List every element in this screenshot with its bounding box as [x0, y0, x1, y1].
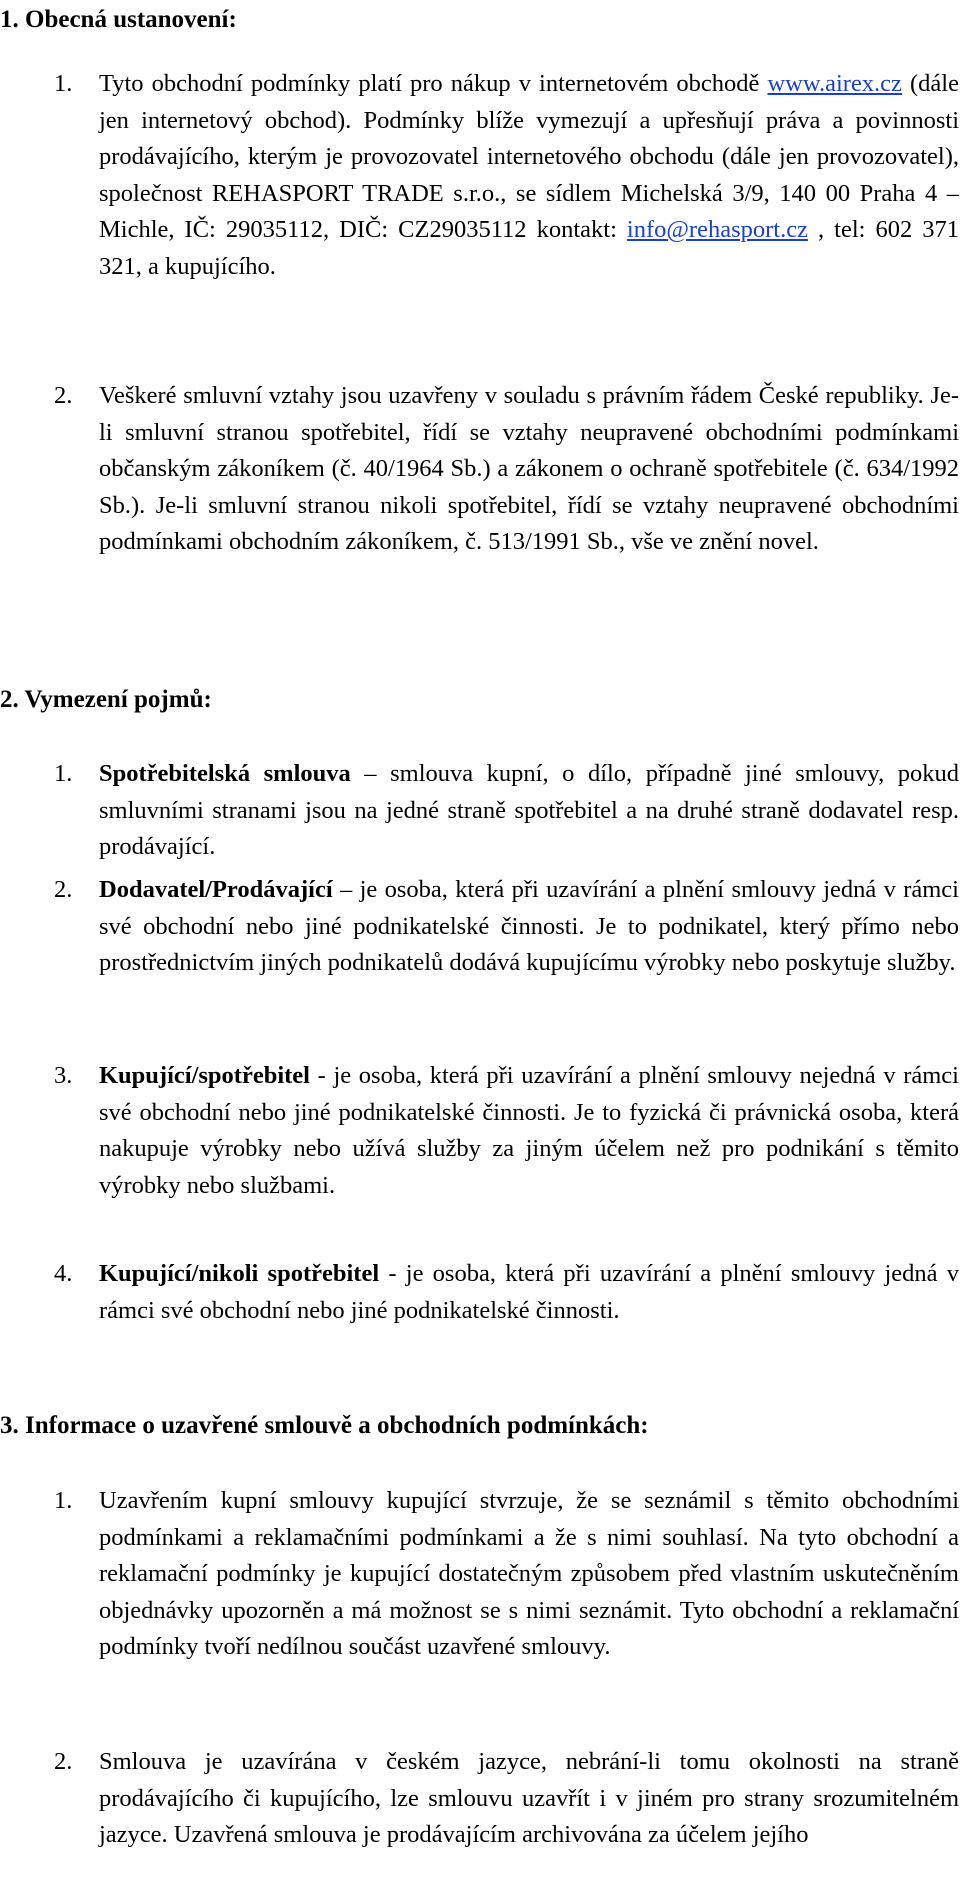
text-run: - je osoba, která při uzavírání a plnění smlouvy nejedná v rámci své obchodní nebo jiné podnikatelské činnosti. Je to fyzická či právnická osoba, která nakupuje výrobky nebo užívá služby za jiným účelem než pro podnikání s těmito výrobky nebo službami. — [99, 1062, 959, 1199]
item-number: 3. — [54, 1062, 73, 1089]
section-1-item-1 — [54, 66, 959, 285]
item-text — [99, 1058, 959, 1204]
text-run: , tel: 602 371 321, a kupujícího. — [99, 216, 959, 280]
section-1-heading: 1. Obecná ustanovení: — [0, 6, 237, 33]
section-2-item-3 — [54, 1058, 959, 1204]
section-3-heading: 3. Informace o uzavřené smlouvě a obchodních podmínkách: — [0, 1412, 649, 1439]
item-text — [99, 872, 959, 982]
email-link[interactable]: info@rehasport.cz — [626, 216, 808, 243]
term-label: Kupující/spotřebitel — [99, 1062, 310, 1089]
item-text: Veškeré smluvní vztahy jsou uzavřeny v souladu s právním řádem České republiky. Je-li smluvní stranou spotřebitel, řídí se vztahy neupravené obchodními podmínkami občanským zákoníkem (č. 40/1964 Sb.) a zákonem o ochraně spotřebitele (č. 634/1992 Sb.). Je-li smluvní stranou nikoli spotřebitel, řídí se vztahy neupravené obchodními podmínkami obchodním zákoníkem, č. 513/1991 Sb., vše ve znění novel. — [99, 382, 959, 555]
section-2-heading: 2. Vymezení pojmů: — [0, 686, 212, 713]
item-number: 2. — [54, 876, 73, 903]
item-number: 2. — [54, 1748, 73, 1775]
text-run: - je osoba, která při uzavírání a plnění smlouvy jedná v rámci své obchodní nebo jiné podnikatelské činnosti. — [99, 1260, 959, 1324]
section-2-item-2 — [54, 872, 959, 982]
section-3-item-1 — [54, 1483, 959, 1666]
term-label: Dodavatel/Prodávající — [99, 876, 333, 903]
item-number: 4. — [54, 1260, 73, 1287]
item-number: 1. — [54, 70, 73, 97]
item-text — [99, 756, 959, 866]
item-number: 1. — [54, 1487, 73, 1514]
item-number: 1. — [54, 760, 73, 787]
text-run: – je osoba, která při uzavírání a plnění smlouvy jedná v rámci své obchodní nebo jiné podnikatelské činnosti. Je to podnikatel, který přímo nebo prostřednictvím jiných podnikatelů dodává kupujícímu výrobky nebo poskytuje služby. — [99, 876, 959, 976]
section-3-item-2 — [54, 1744, 959, 1854]
text-run: Tyto obchodní podmínky platí pro nákup v internetovém obchodě — [99, 70, 768, 97]
item-text: Smlouva je uzavírána v českém jazyce, nebrání-li tomu okolnosti na straně prodávajícího či kupujícího, lze smlouvu uzavřít i v jiném pro strany srozumitelném jazyce. Uzavřená smlouva je prodávajícím archivována za účelem jejího — [99, 1748, 959, 1848]
section-1-item-2 — [54, 378, 959, 561]
text-run: – smlouva kupní, o dílo, případně jiné smlouvy, pokud smluvními stranami jsou na jedné straně spotřebitel a na druhé straně dodavatel resp. prodávající. — [99, 760, 960, 860]
item-text — [99, 1256, 959, 1329]
section-2-item-4 — [54, 1256, 959, 1329]
text-run: (dále jen internetový obchod). Podmínky blíže vymezují a upřesňují práva a povinnosti prodávajícího, kterým je provozovatel internetového obchodu (dále jen provozovatel), společnost REHASPORT TRADE s.r.o., se sídlem Michelská 3/9, 140 00 Praha 4 – Michle, IČ: 29035112, DIČ: CZ29035112 kontakt: — [99, 70, 959, 243]
airex-website-link[interactable]: www.airex.cz — [767, 70, 902, 97]
item-text — [99, 66, 959, 285]
item-text: Uzavřením kupní smlouvy kupující stvrzuje, že se seznámil s těmito obchodními podmínkami a reklamačními podmínkami a že s nimi souhlasí. Na tyto obchodní a reklamační podmínky je kupující dostatečným způsobem před vlastním uskutečněním objednávky upozorněn a má možnost se s nimi seznámit. Tyto obchodní a reklamační podmínky tvoří nedílnou součást uzavřené smlouvy. — [99, 1487, 959, 1660]
section-2-item-1 — [54, 756, 959, 866]
term-label: Spotřebitelská smlouva — [99, 760, 351, 787]
term-label: Kupující/nikoli spotřebitel — [99, 1260, 380, 1287]
item-number: 2. — [54, 382, 73, 409]
